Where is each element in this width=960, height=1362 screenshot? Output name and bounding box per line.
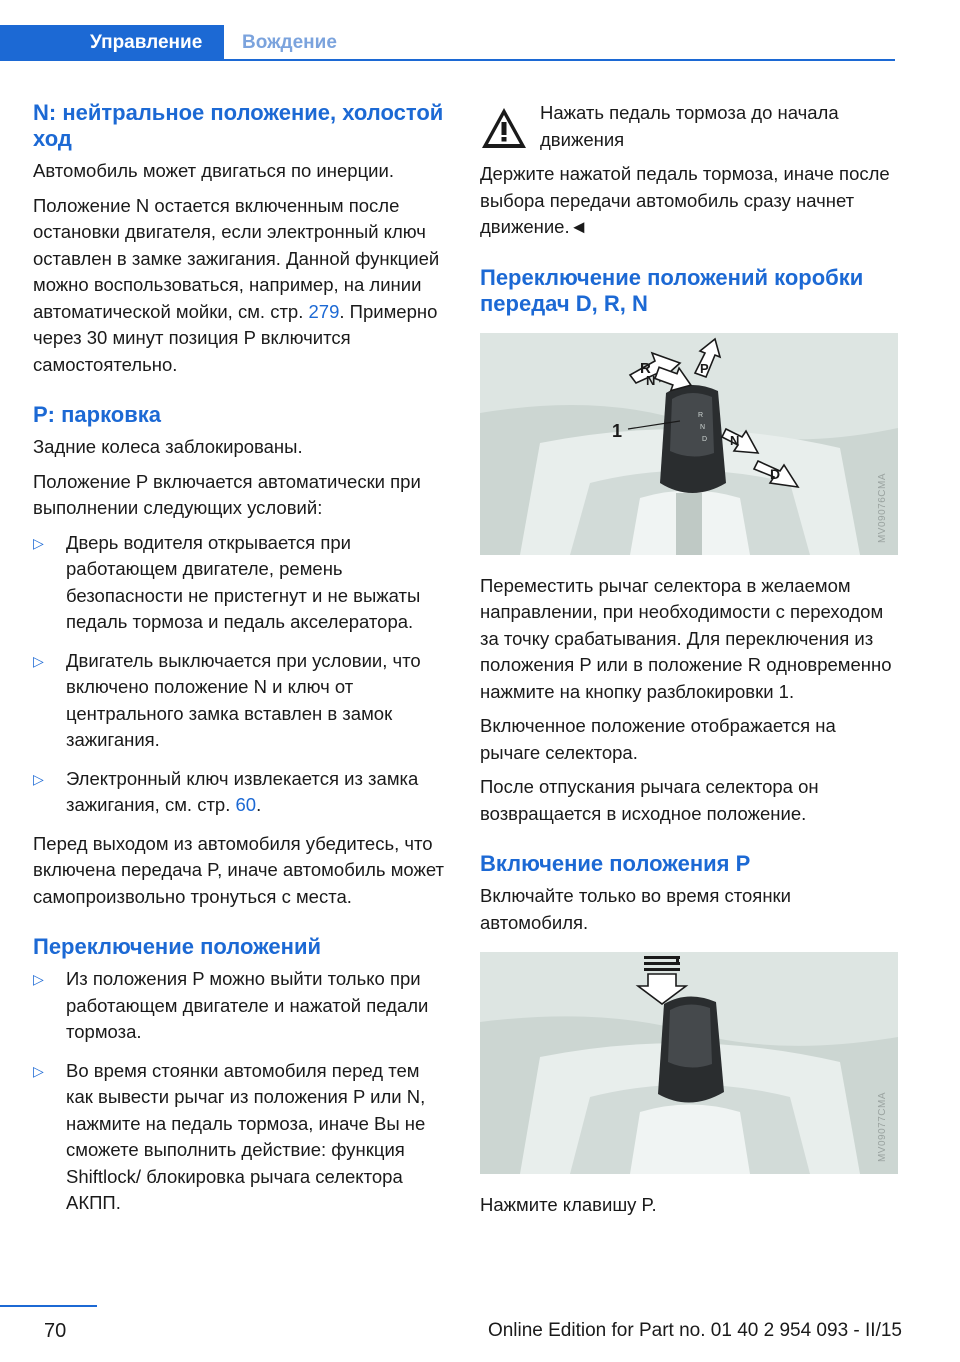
- park-button-photo: [480, 952, 898, 1174]
- list-item: ▷ Во время стоянки автомобиля перед тем как вывести рычаг из положения P или N, нажмите на педаль тормоза, иначе Вы не сможете выполнить действие: функция Shiftlock/ блокировка рычага селектора АКПП.: [33, 1059, 426, 1213]
- list-item: ▷ Электронный ключ извлекается из замка зажигания, см. стр. 60.: [33, 767, 419, 815]
- list-item: ▷ Дверь водителя открывается при работающем двигателе, ремень безопасности не пристегнут и не выжаты педаль тормоза и педаль акселератора.: [33, 531, 421, 632]
- left-column: [33, 100, 451, 1229]
- list-item: ▷ Двигатель выключается при условии, что включено положение N и ключ от центрального замка вставлен в замок зажигания.: [33, 649, 421, 750]
- svg-text:N: N: [646, 372, 656, 388]
- paragraph: Включенное положение отображается на рычаге селектора.: [480, 715, 836, 763]
- svg-text:R: R: [640, 359, 651, 377]
- bullet-triangle-icon: ▷: [33, 770, 44, 787]
- warning-block: [480, 100, 898, 153]
- paragraph: Включайте только во время стоянки автомобиля.: [480, 885, 791, 933]
- section-title-neutral: N: нейтральное положение, холостой ход: [33, 100, 444, 151]
- bullet-triangle-icon: ▷: [33, 534, 44, 551]
- svg-text:N: N: [730, 432, 740, 448]
- svg-text:P: P: [700, 360, 709, 376]
- warning-icon: [480, 106, 528, 150]
- paragraph: Нажмите клавишу P.: [480, 1194, 657, 1215]
- right-column: [480, 100, 898, 1227]
- paragraph: Автомобиль может двигаться по инерции.: [33, 160, 394, 181]
- section-title-parking: P: парковка: [33, 402, 162, 427]
- tab-driving[interactable]: Вождение: [242, 32, 337, 53]
- edition-text: Online Edition for Part no. 01 40 2 954 093 - II/15: [487, 1320, 902, 1341]
- footer-rule: [0, 1305, 97, 1307]
- bullet-triangle-icon: ▷: [33, 1062, 44, 1079]
- list-item: ▷ Из положения P можно выйти только при работающем двигателе и нажатой педали тормоза.: [33, 968, 429, 1042]
- paragraph: Задние колеса заблокированы.: [33, 436, 303, 457]
- tab-control[interactable]: Управление: [0, 25, 224, 61]
- paragraph: После отпускания рычага селектора он возвращается в исходное положение.: [480, 776, 819, 824]
- header-rule: [0, 59, 895, 61]
- page-number: 70: [44, 1320, 67, 1342]
- section-title-p: Включение положения P: [480, 851, 751, 876]
- paragraph: Держите нажатой педаль тормоза, иначе после выбора передачи автомобиль сразу начнет движение.◄: [480, 163, 890, 237]
- paragraph: Положение P включается автоматически при выполнении следующих условий:: [33, 470, 421, 518]
- conditions-list: [33, 530, 451, 819]
- svg-text:N: N: [700, 423, 706, 431]
- paragraph: Перед выходом из автомобиля убедитесь, что включена передача P, иначе автомобиль может самопроизвольно тронуться с места.: [33, 832, 445, 907]
- svg-text:1: 1: [612, 420, 623, 441]
- svg-text:D: D: [770, 465, 781, 482]
- bullet-triangle-icon: ▷: [33, 652, 44, 669]
- svg-text:D: D: [702, 435, 708, 443]
- section-title-shifting: Переключение положений: [33, 934, 321, 959]
- bullet-triangle-icon: ▷: [33, 971, 44, 987]
- gear-selector-photo: [480, 333, 898, 555]
- svg-text:R: R: [698, 411, 704, 419]
- page-link[interactable]: 60: [235, 794, 257, 815]
- shifting-list: [33, 966, 451, 1217]
- page-link[interactable]: 279: [308, 300, 340, 322]
- image-code: MV09076CMA: [876, 472, 888, 543]
- chapter-nav: [0, 25, 895, 61]
- paragraph: Переместить рычаг селектора в желаемом направлении, при необходимости с переходом за точку срабатывания. Для переключения из положения P или в положение R одновременно нажмите на кнопку разблокировки 1.: [480, 574, 892, 702]
- image-code: MV09077CMA: [876, 1092, 888, 1163]
- section-title-d-r-n: Переключение положений коробки передач D, R, N: [480, 264, 864, 316]
- paragraph: Положение N остается включенным после остановки двигателя, если электронный ключ оставлен в замке зажигания. Данной функцией можно воспользоваться, например, на линии автоматической мойки, см. стр. 279. Примерно через 30 минут позиция P включится самостоятельно.: [33, 194, 440, 375]
- warning-title: Нажать педаль тормоза до начала движения: [540, 102, 839, 150]
